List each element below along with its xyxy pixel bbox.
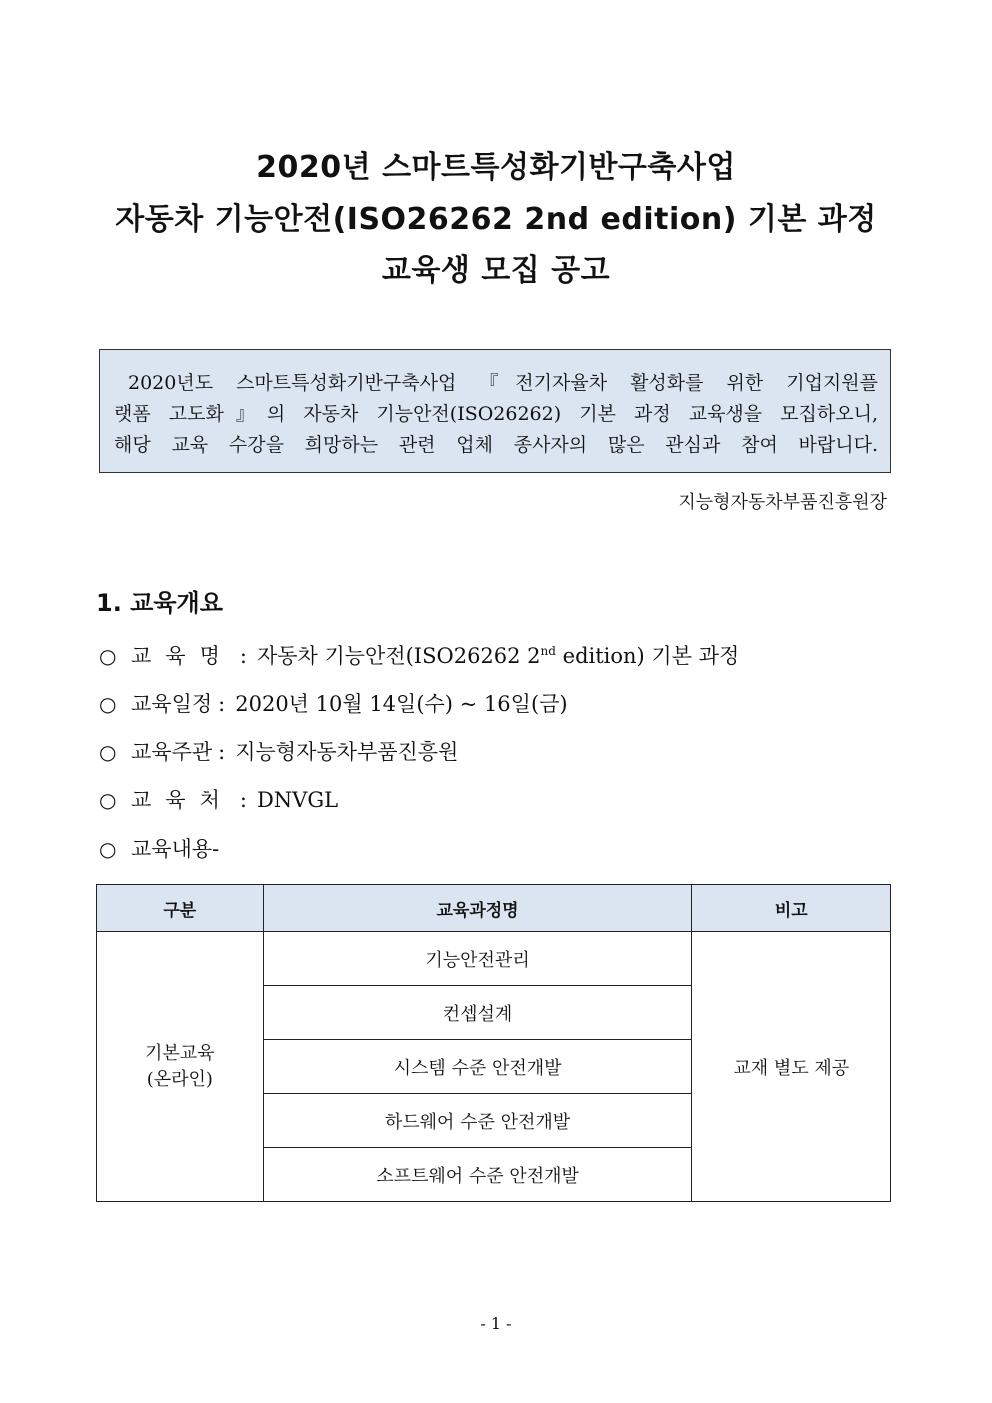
item-separator: : xyxy=(239,644,247,668)
notice-box xyxy=(99,349,891,473)
item-separator: : xyxy=(218,740,226,764)
table-header-row xyxy=(97,885,891,932)
course-cell: 시스템 수준 안전개발 xyxy=(263,1040,692,1094)
item-label: 교육주관 xyxy=(131,740,213,764)
bullet-icon: ○ xyxy=(99,788,117,812)
overview-item-provider xyxy=(99,784,338,814)
item-value: - xyxy=(212,837,220,861)
course-cell: 하드웨어 수준 안전개발 xyxy=(263,1094,692,1148)
item-separator: : xyxy=(239,788,247,812)
notice-line-3: 해당 교육 수강을 희망하는 관련 업체 종사자의 많은 관심과 참여 바랍니다. xyxy=(114,434,878,456)
table-row xyxy=(97,932,891,986)
overview-item-organizer xyxy=(99,736,458,766)
item-label: 교육일정 xyxy=(131,692,213,716)
item-separator: : xyxy=(218,692,226,716)
note-cell: 교재 별도 제공 xyxy=(692,932,891,1202)
notice-line-2: 랫폼 고도화』의 자동차 기능안전(ISO26262) 기본 과정 교육생을 모집하오니, xyxy=(114,403,878,425)
item-value: 2020년 10월 14일(수) ~ 16일(금) xyxy=(235,692,568,716)
title-line-1: 2020년 스마트특성화기반구축사업 xyxy=(256,150,736,185)
item-value: 자동차 기능안전(ISO26262 2nd edition) 기본 과정 xyxy=(256,644,740,668)
item-label: 교육명 xyxy=(131,644,234,668)
page-number: - 1 - xyxy=(480,1314,512,1333)
notice-line-1: 2020년도 스마트특성화기반구축사업 『전기자율차 활성화를 위한 기업지원플 xyxy=(128,372,878,394)
course-table xyxy=(96,884,891,1202)
title-line-2: 자동차 기능안전(ISO26262 2nd edition) 기본 과정 xyxy=(115,202,877,237)
course-cell: 컨셉설계 xyxy=(263,986,692,1040)
section-heading: 1. 교육개요 xyxy=(96,589,223,617)
overview-item-schedule xyxy=(99,688,568,718)
item-label: 교육처 xyxy=(131,788,234,812)
header-note: 비고 xyxy=(692,885,891,932)
item-label: 교육내용 xyxy=(131,837,213,861)
item-value: DNVGL xyxy=(256,788,339,812)
overview-item-course-name xyxy=(99,640,739,670)
header-category: 구분 xyxy=(97,885,264,932)
bullet-icon: ○ xyxy=(99,740,117,764)
title-line-3: 교육생 모집 공고 xyxy=(381,253,611,288)
overview-item-content xyxy=(99,833,219,863)
header-course-name: 교육과정명 xyxy=(263,885,692,932)
bullet-icon: ○ xyxy=(99,837,117,861)
bullet-icon: ○ xyxy=(99,644,117,668)
course-cell: 소프트웨어 수준 안전개발 xyxy=(263,1148,692,1202)
item-value: 지능형자동차부품진흥원 xyxy=(235,740,459,764)
issuer-name: 지능형자동차부품진흥원장 xyxy=(678,492,887,513)
bullet-icon: ○ xyxy=(99,692,117,716)
course-cell: 기능안전관리 xyxy=(263,932,692,986)
category-cell: 기본교육 (온라인) xyxy=(97,932,264,1202)
